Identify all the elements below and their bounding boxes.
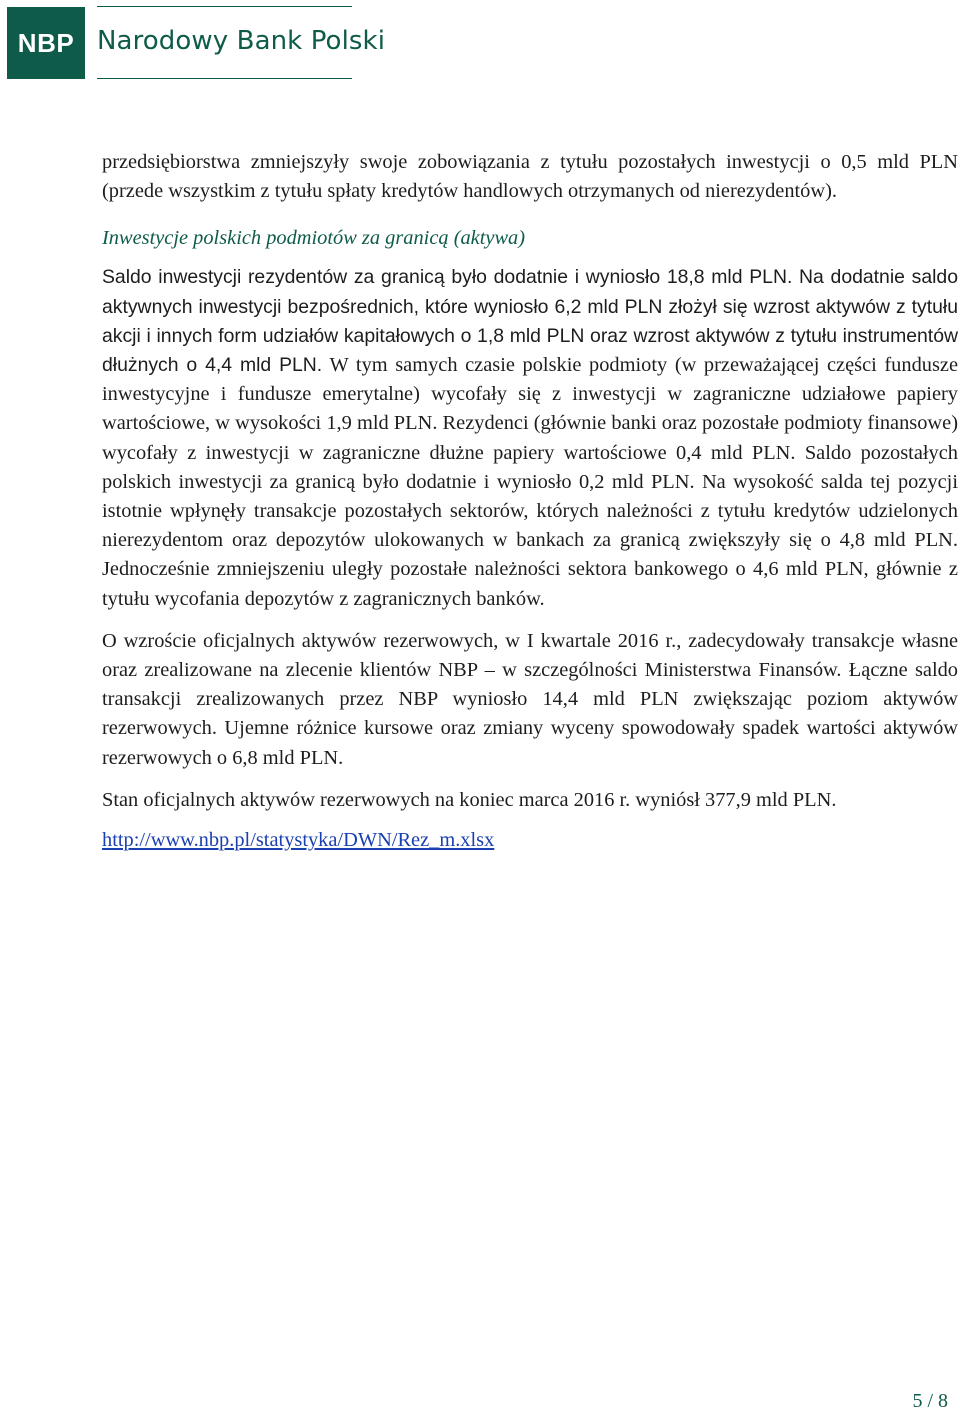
paragraph-reserves: O wzroście oficjalnych aktywów rezerwowych, w I kwartale 2016 r., zadecydowały transakcje własne oraz zrealizowane na zlecenie klientów NBP – w szczególności Ministerstwa Finansów. Łączne saldo transakcji zrealizowanych przez NBP wyniosło 14,4 mld PLN zwiększając poziom aktywów rezerwowych. Ujemne różnice kursowe oraz zmiany wyceny spowodowały spadek wartości aktywów rezerwowych o 6,8 mld PLN. — [102, 629, 958, 769]
bank-name: Narodowy Bank Polski — [97, 26, 386, 56]
section-heading: Inwestycje polskich podmiotów za granicą (aktywa) — [102, 227, 526, 250]
nbp-logo — [7, 7, 85, 79]
paragraph-reserves-total: Stan oficjalnych aktywów rezerwowych na koniec marca 2016 r. wyniósł 377,9 mld PLN. — [102, 788, 837, 811]
header-rule-bottom — [97, 78, 352, 79]
page-number: 5 / 8 — [912, 1390, 948, 1412]
paragraph-liabilities: przedsiębiorstwa zmniejszyły swoje zobowiązania z tytułu pozostałych inwestycji o 0,5 mld PLN (przede wszystkim z tytułu spłaty kredytów handlowych otrzymanych od nierezydentów). — [102, 151, 958, 203]
paragraph-assets — [102, 263, 958, 613]
header-rule-top — [97, 6, 352, 7]
document-body — [102, 148, 958, 852]
paragraph-assets-part-2: W tym samych czasie polskie podmioty (w przeważającej części fundusze inwestycyjne i fundusze emerytalne) wycofały się z inwestycji w zagraniczne udziałowe papiery wartościowe, w wysokości 1,9 mld PLN. Rezydenci (głównie banki oraz pozostałe podmioty finansowe) wycofały z inwestycji w zagraniczne dłużne papiery wartościowe 0,4 mld PLN. Saldo pozostałych polskich inwestycji za granicą było dodatnie i wyniosło 0,2 mld PLN. Na wysokość salda tej pozycji istotnie wpłynęły transakcje pozostałych sektorów, których należności z tytułu kredytów udzielonych nierezydentom oraz depozytów ulokowanych w bankach za granicą zwiększyły się o 4,8 mld PLN. Jednocześnie zmniejszeniu uległy pozostałe należności sektora bankowego o 4,6 mld PLN, głównie z tytułu wycofania depozytów z zagranicznych banków. — [102, 354, 958, 610]
paragraph-assets-part-1: Saldo inwestycji rezydentów za granicą było dodatnie i wyniosło 18,8 mld PLN. Na dodatnie saldo aktywnych inwestycji bezpośrednich, które wyniosło 6,2 mld PLN złożył się wzrost aktywów z tytułu akcji i innych form udziałów kapitałowych o 1,8 mld PLN oraz wzrost aktywów z tytułu instrumentów dłużnych o 4,4 mld PLN. — [102, 266, 958, 377]
logo-text: NBP — [17, 27, 75, 58]
data-file-link[interactable]: http://www.nbp.pl/statystyka/DWN/Rez_m.xlsx — [102, 829, 495, 852]
